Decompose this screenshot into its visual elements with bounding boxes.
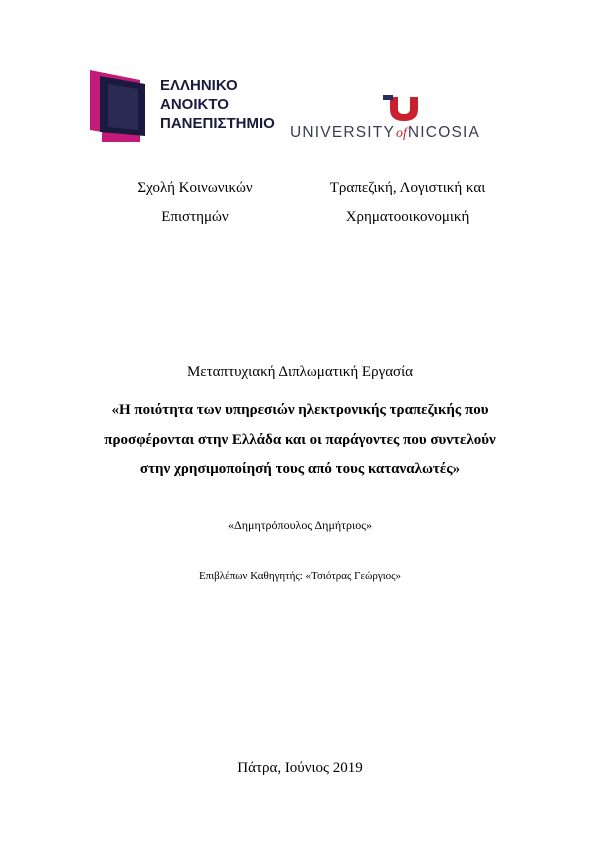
thesis-title bbox=[60, 396, 540, 485]
program-name-line: Τραπεζική, Λογιστική και bbox=[329, 180, 486, 196]
school-name-line: Επιστημών bbox=[161, 209, 229, 225]
hellenic-open-university-logo bbox=[90, 70, 275, 145]
unic-word-university: UNIVERSITY bbox=[290, 124, 396, 141]
program-name-line: Χρηματοοικονομική bbox=[345, 209, 470, 225]
unic-wordmark bbox=[290, 124, 480, 142]
eap-logo-line: ΠΑΝΕΠΙΣΤΗΜΙΟ bbox=[160, 115, 275, 132]
unic-word-nicosia: NICOSIA bbox=[407, 124, 481, 141]
unic-shield-icon bbox=[382, 95, 442, 123]
thesis-title-line: στην χρησιμοποίησή τους από τους καταναλωτές» bbox=[139, 461, 461, 477]
thesis-title-line: προσφέρονται στην Ελλάδα και οι παράγοντες που συντελούν bbox=[104, 431, 496, 448]
school-name bbox=[105, 174, 285, 232]
eap-logo-text bbox=[160, 76, 275, 133]
thesis-type: Μεταπτυχιακή Διπλωματική Εργασία bbox=[186, 364, 414, 380]
thesis-title-line: «Η ποιότητα των υπηρεσιών ηλεκτρονικής τραπεζικής που bbox=[111, 402, 489, 418]
place-date: Πάτρα, Ιούνιος 2019 bbox=[237, 760, 363, 776]
eap-logo-line: ΕΛΛΗΝΙΚΟ bbox=[160, 77, 238, 94]
eap-emblem-icon bbox=[90, 70, 160, 145]
university-of-nicosia-logo bbox=[290, 95, 525, 155]
program-name bbox=[300, 174, 515, 232]
eap-logo-line: ΑΝΟΙΚΤΟ bbox=[160, 96, 229, 113]
supervisor-name: Επιβλέπων Καθηγητής: «Τσιότρας Γεώργιος» bbox=[198, 570, 402, 582]
school-name-line: Σχολή Κοινωνικών bbox=[137, 180, 253, 196]
unic-word-of: of bbox=[396, 126, 407, 141]
author-name: «Δημητρόπουλος Δημήτριος» bbox=[228, 518, 372, 532]
